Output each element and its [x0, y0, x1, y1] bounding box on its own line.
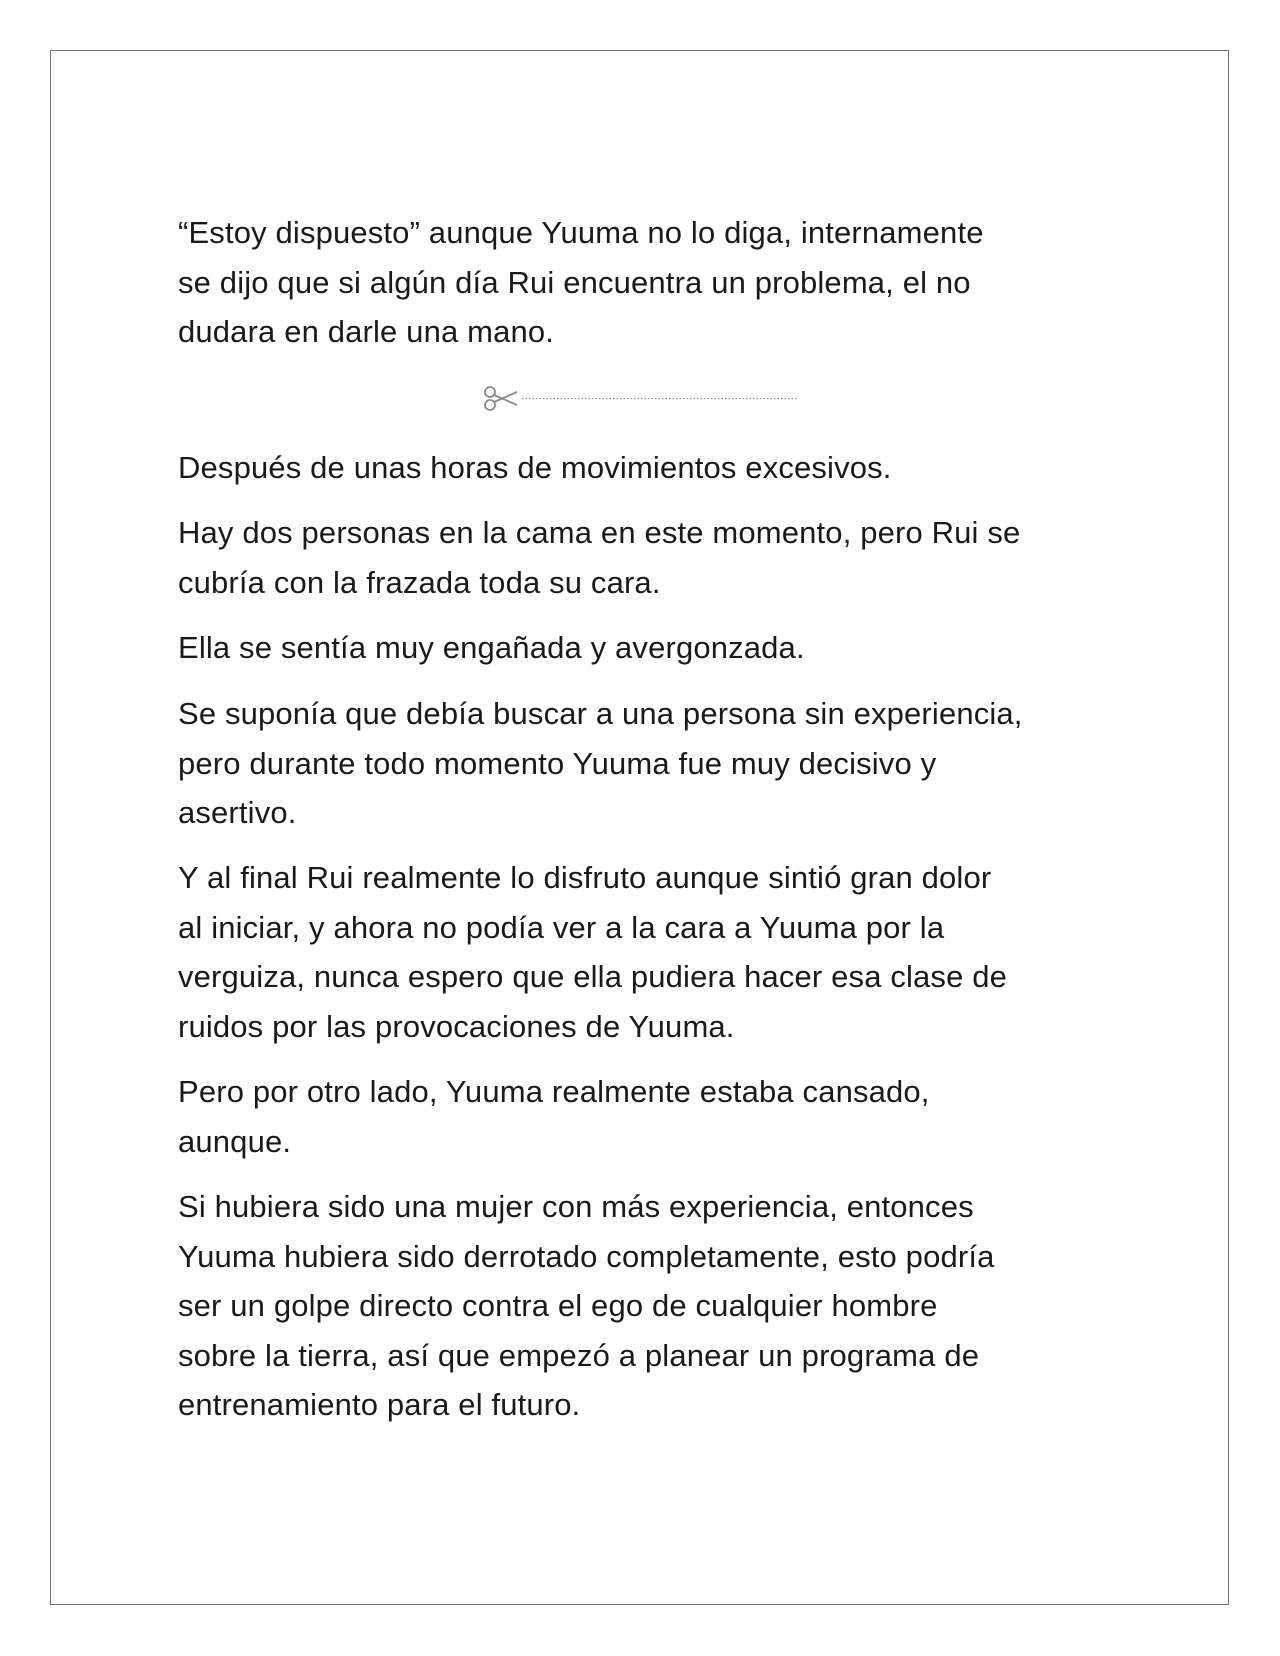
- paragraph-6: Pero por otro lado, Yuuma realmente estaba cansado, aunque.: [178, 1074, 930, 1159]
- scene-separator: [482, 383, 802, 413]
- scissors-icon: [482, 383, 802, 413]
- paragraph-1: Después de unas horas de movimientos excesivos.: [178, 450, 892, 485]
- intro-paragraph: “Estoy dispuesto” aunque Yuuma no lo diga, internamente se dijo que si algún día Rui encuentra un problema, el no dudara en darle una mano.: [178, 215, 984, 349]
- paragraph-3: Ella se sentía muy engañada y avergonzada.: [178, 630, 805, 665]
- paragraph-7: Si hubiera sido una mujer con más experiencia, entonces Yuuma hubiera sido derrotado completamente, esto podría ser un golpe directo contra el ego de cualquier hombre sobre la tierra, así que empezó a planear un programa de entrenamiento para el futuro.: [178, 1189, 995, 1422]
- paragraph-5: Y al final Rui realmente lo disfruto aunque sintió gran dolor al iniciar, y ahora no podía ver a la cara a Yuuma por la verguiza, nunca espero que ella pudiera hacer esa clase de ruidos por las provocaciones de Yuuma.: [178, 860, 1008, 1044]
- paragraph-4: Se suponía que debía buscar a una persona sin experiencia, pero durante todo momento Yuuma fue muy decisivo y asertivo.: [178, 696, 1023, 830]
- paragraph-2: Hay dos personas en la cama en este momento, pero Rui se cubría con la frazada toda su cara.: [178, 515, 1021, 600]
